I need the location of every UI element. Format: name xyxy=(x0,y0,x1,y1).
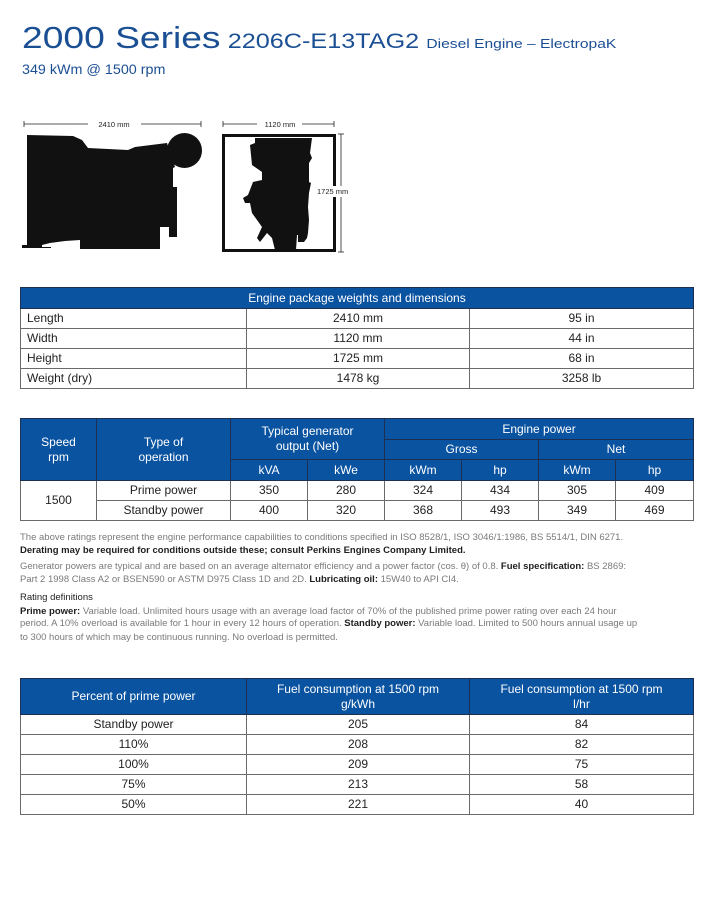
metric-value: 1120 mm xyxy=(247,329,470,349)
lubricating-oil-value: 15W40 to API CI4. xyxy=(377,574,459,585)
fuel-spec-value: BS 2869: xyxy=(584,561,627,572)
load-value: 110% xyxy=(21,735,247,755)
gkwh-value: 205 xyxy=(247,715,470,735)
series-name: 2000 Series xyxy=(22,20,221,55)
type-header xyxy=(97,419,231,481)
gkwh-value: 208 xyxy=(247,735,470,755)
dimensions-table-title: Engine package weights and dimensions xyxy=(21,288,694,309)
kva-header: kVA xyxy=(231,460,308,481)
kwe-header: kWe xyxy=(308,460,385,481)
table-row xyxy=(21,501,694,521)
load-value: 50% xyxy=(21,795,247,815)
lhr-header xyxy=(470,679,694,715)
speed-header-label: Speed xyxy=(41,434,76,449)
gkwh-header-unit: g/kWh xyxy=(340,696,375,711)
row-label: Weight (dry) xyxy=(21,369,247,389)
generator-header-line2: output (Net) xyxy=(275,439,340,453)
standby-power-label: Standby power: xyxy=(344,618,416,629)
gross-kwm-value: 324 xyxy=(385,481,462,501)
imperial-value: 3258 lb xyxy=(470,369,694,389)
net-kwm-value: 349 xyxy=(539,501,616,521)
metric-value: 2410 mm xyxy=(247,309,470,329)
engine-description: Diesel Engine – ElectropaK xyxy=(426,36,617,51)
row-label: Height xyxy=(21,349,247,369)
prime-power-definition xyxy=(20,606,617,618)
engine-model: 2206C-E13TAG2 xyxy=(227,30,420,53)
generator-output-header xyxy=(231,419,385,460)
standby-power-definition-cont: to 300 hours of which may be continuous running. No overload is permitted. xyxy=(20,632,338,643)
table-row xyxy=(21,775,694,795)
gross-hp-value: 434 xyxy=(462,481,539,501)
table-row xyxy=(21,309,694,329)
net-hp-value: 409 xyxy=(616,481,694,501)
metric-value: 1478 kg xyxy=(247,369,470,389)
lhr-value: 40 xyxy=(470,795,694,815)
rating-definitions-heading xyxy=(20,592,93,604)
percent-header: Percent of prime power xyxy=(21,679,247,715)
gross-kwm-value: 368 xyxy=(385,501,462,521)
dimensions-table xyxy=(20,287,694,389)
kva-value: 350 xyxy=(231,481,308,501)
load-value: 100% xyxy=(21,755,247,775)
gkwh-header-line1: Fuel consumption at 1500 rpm xyxy=(276,681,440,696)
fuel-spec-detail: Part 2 1998 Class A2 or BSEN590 or ASTM D975 Class 1D and 2D. xyxy=(20,574,310,585)
page-title xyxy=(22,20,616,62)
prime-power-label: Prime power: xyxy=(20,606,81,617)
standby-power-definition xyxy=(20,618,637,630)
table-row xyxy=(21,735,694,755)
power-rating: 349 kWm @ 1500 rpm xyxy=(22,62,166,77)
fuel-lube-note xyxy=(20,574,459,586)
power-rating-table xyxy=(20,418,694,521)
row-label: Length xyxy=(21,309,247,329)
gkwh-header xyxy=(247,679,470,715)
derating-note xyxy=(20,545,466,557)
gross-kwm-header: kWm xyxy=(385,460,462,481)
table-row xyxy=(21,349,694,369)
front-height-label: 1725 mm xyxy=(317,187,349,196)
rating-definitions-text: Rating definitions xyxy=(20,592,93,603)
generator-note xyxy=(20,561,626,573)
type-header-line2: operation xyxy=(138,449,189,464)
table-row xyxy=(21,715,694,735)
lhr-value: 75 xyxy=(470,755,694,775)
prime-power-text: Variable load. Unlimited hours usage with an average load factor of 70% of the published prime power rating over each 24 hour xyxy=(80,606,617,617)
gross-hp-header: hp xyxy=(462,460,539,481)
net-hp-value: 469 xyxy=(616,501,694,521)
fuel-spec-label: Fuel specification: xyxy=(500,561,585,572)
lhr-value: 82 xyxy=(470,735,694,755)
table-row xyxy=(21,481,694,501)
gkwh-value: 221 xyxy=(247,795,470,815)
gross-header: Gross xyxy=(385,440,539,460)
lhr-value: 84 xyxy=(470,715,694,735)
derating-text: Derating may be required for conditions outside these; consult Perkins Engines Company Limited. xyxy=(20,545,466,556)
imperial-value: 68 in xyxy=(470,349,694,369)
net-kwm-header: kWm xyxy=(539,460,616,481)
speed-header xyxy=(21,419,97,481)
generator-header-line1: Typical generator xyxy=(261,424,354,438)
metric-value: 1725 mm xyxy=(247,349,470,369)
side-length-label: 2410 mm xyxy=(98,120,130,129)
generator-text: Generator powers are typical and are based on an average alternator efficiency and a power factor (cos. θ) of 0.8. xyxy=(20,561,501,572)
operation-type: Standby power xyxy=(97,501,231,521)
lhr-header-unit: l/hr xyxy=(573,696,590,711)
gkwh-value: 209 xyxy=(247,755,470,775)
table-row xyxy=(21,369,694,389)
ratings-note: The above ratings represent the engine performance capabilities to conditions specified in ISO 8528/1, ISO 3046/1:1986, BS 5514/1, DIN 6271. xyxy=(20,532,624,543)
imperial-value: 44 in xyxy=(470,329,694,349)
table-row xyxy=(21,795,694,815)
engine-power-header: Engine power xyxy=(385,419,694,440)
lubricating-oil-label: Lubricating oil: xyxy=(309,574,378,585)
speed-header-unit: rpm xyxy=(48,449,69,464)
overload-text: period. A 10% overload is available for 1 hour in every 12 hours of operation. xyxy=(20,618,345,629)
engine-drawings xyxy=(0,100,380,270)
imperial-value: 95 in xyxy=(470,309,694,329)
row-label: Width xyxy=(21,329,247,349)
type-header-line1: Type of xyxy=(143,434,184,449)
fuel-consumption-table xyxy=(20,678,694,815)
speed-value: 1500 xyxy=(21,481,97,521)
load-value: Standby power xyxy=(21,715,247,735)
gross-hp-value: 493 xyxy=(462,501,539,521)
kwe-value: 280 xyxy=(308,481,385,501)
front-width-label: 1120 mm xyxy=(264,120,296,129)
gkwh-value: 213 xyxy=(247,775,470,795)
table-row xyxy=(21,755,694,775)
table-row xyxy=(21,329,694,349)
net-kwm-value: 305 xyxy=(539,481,616,501)
net-header: Net xyxy=(539,440,694,460)
engine-side-view-icon xyxy=(22,133,202,249)
lhr-value: 58 xyxy=(470,775,694,795)
operation-type: Prime power xyxy=(97,481,231,501)
net-hp-header: hp xyxy=(616,460,694,481)
kva-value: 400 xyxy=(231,501,308,521)
standby-power-text: Variable load. Limited to 500 hours annual usage up xyxy=(415,618,638,629)
load-value: 75% xyxy=(21,775,247,795)
kwe-value: 320 xyxy=(308,501,385,521)
lhr-header-line1: Fuel consumption at 1500 rpm xyxy=(500,681,663,696)
